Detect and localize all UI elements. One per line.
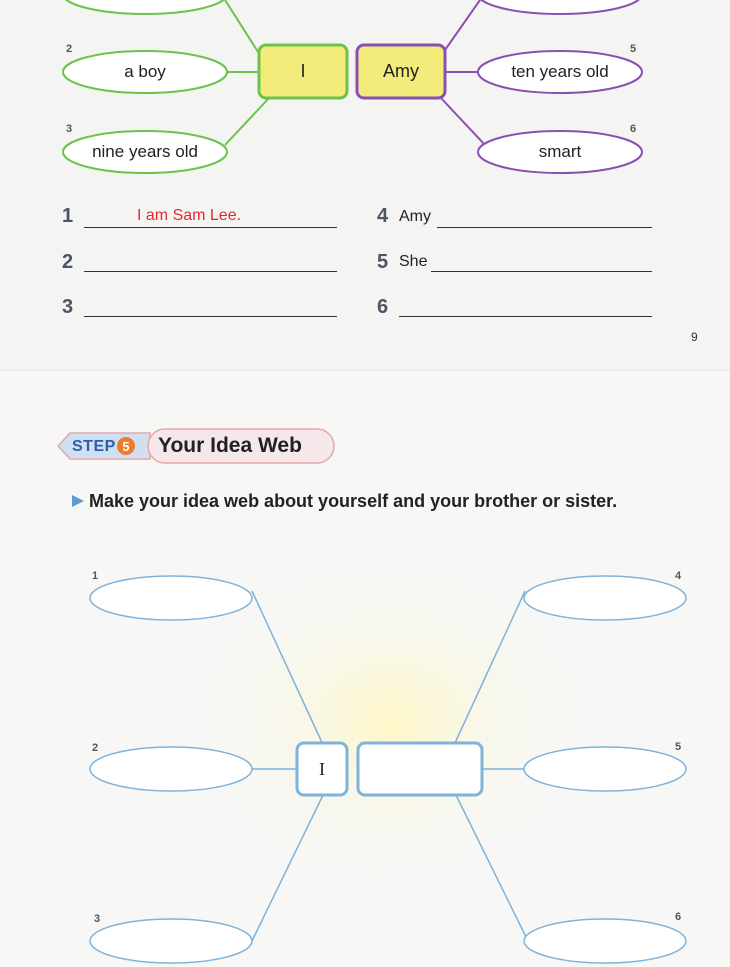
bubble-number: 1 (92, 570, 99, 582)
bubble-number: 2 (92, 742, 99, 754)
sentence-number: 1 (62, 205, 74, 227)
sentence-prefix: She (399, 253, 428, 270)
step-banner-graphic (0, 371, 730, 967)
connector-line (225, 97, 270, 145)
step-label: STEP (72, 438, 116, 455)
bubble-6[interactable] (524, 919, 686, 963)
sentence-number: 4 (377, 205, 389, 227)
bubble-number: 3 (66, 123, 73, 135)
bubble-2[interactable] (90, 747, 252, 791)
bubble-number: 3 (94, 913, 101, 925)
answer-line[interactable] (84, 271, 337, 272)
bubble-number: 5 (630, 43, 637, 55)
bubble-text: smart (538, 142, 582, 161)
bubble-5[interactable] (524, 747, 686, 791)
workbook-page-bottom (0, 370, 730, 967)
bubble-number: 4 (675, 570, 682, 582)
workbook-page-top (0, 0, 730, 370)
sentence-number: 2 (62, 251, 74, 273)
center-label-i: I (300, 61, 306, 81)
bubble-number: 5 (675, 741, 682, 753)
answer-line[interactable] (84, 227, 337, 228)
connector-line (445, 0, 480, 50)
bubble-4[interactable] (524, 576, 686, 620)
center-label-i: I (319, 759, 325, 779)
answer-line[interactable] (431, 271, 652, 272)
top-idea-web (0, 0, 730, 370)
bubble-1 (63, 0, 227, 14)
bubble-3[interactable] (90, 919, 252, 963)
connector-line (225, 0, 260, 55)
bubble-number: 6 (675, 911, 682, 923)
page-number: 9 (691, 330, 698, 344)
sentence-prefix: Amy (399, 208, 431, 225)
background-glow (190, 561, 590, 881)
bullet-arrow-icon (72, 495, 84, 507)
bubble-text: ten years old (511, 62, 609, 81)
bubble-number: 2 (66, 43, 73, 55)
sentence-number: 3 (62, 296, 74, 318)
bubble-text: nine years old (92, 142, 198, 161)
answer-line[interactable] (437, 227, 652, 228)
answer-line[interactable] (399, 316, 652, 317)
step-number: 5 (122, 439, 130, 454)
instruction-text: Make your idea web about yourself and your brother or sister. (89, 491, 618, 511)
connector-line (440, 97, 485, 145)
sentence-number: 6 (377, 296, 389, 318)
sentence-answer: I am Sam Lee. (137, 207, 242, 224)
answer-line[interactable] (84, 316, 337, 317)
bubble-1[interactable] (90, 576, 252, 620)
bubble-4 (478, 0, 642, 14)
bubble-text: a boy (124, 62, 166, 81)
bubble-number: 6 (630, 123, 637, 135)
center-box-sibling[interactable] (358, 743, 482, 795)
sentence-number: 5 (377, 251, 389, 273)
center-label-amy: Amy (383, 61, 419, 81)
step-title: Your Idea Web (158, 434, 302, 457)
